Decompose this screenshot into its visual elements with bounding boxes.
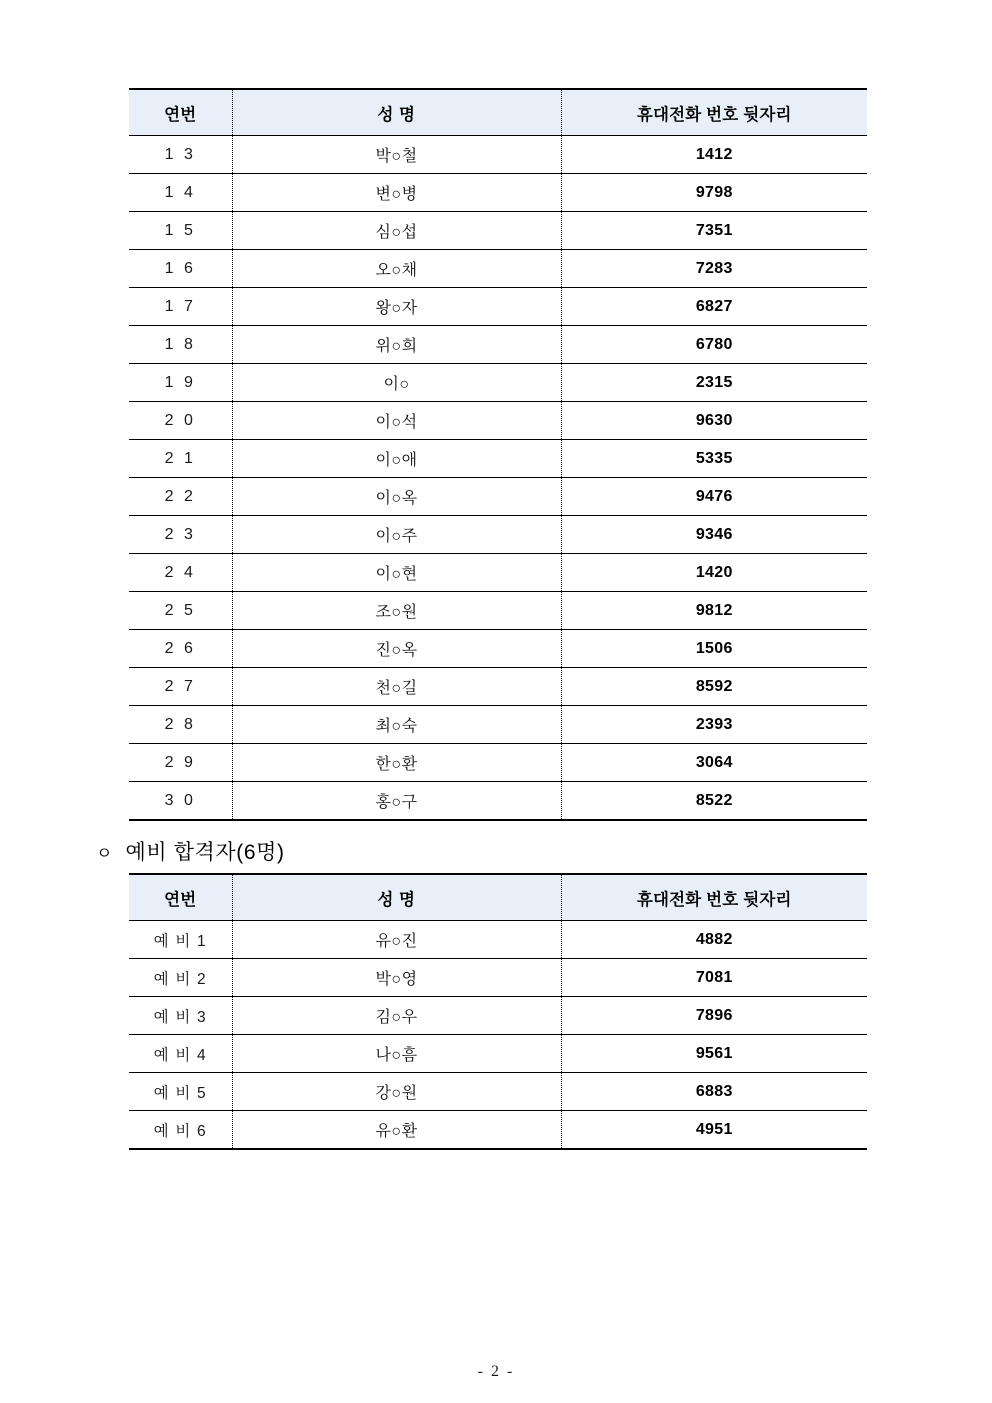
cell-name: 홍○구 [232, 782, 561, 821]
cell-serial: 1 6 [129, 250, 232, 288]
cell-phone-last-digits: 5335 [561, 440, 867, 478]
cell-name: 박○철 [232, 136, 561, 174]
cell-serial: 1 5 [129, 212, 232, 250]
cell-phone-last-digits: 3064 [561, 744, 867, 782]
cell-name: 오○채 [232, 250, 561, 288]
cell-phone-last-digits: 7081 [561, 959, 867, 997]
cell-name: 변○병 [232, 174, 561, 212]
cell-name: 한○환 [232, 744, 561, 782]
cell-phone-last-digits: 1420 [561, 554, 867, 592]
cell-name: 진○옥 [232, 630, 561, 668]
cell-phone-last-digits: 7283 [561, 250, 867, 288]
cell-serial: 2 7 [129, 668, 232, 706]
table-row [129, 592, 867, 630]
table-row [129, 668, 867, 706]
table-row [129, 782, 867, 821]
table-row [129, 706, 867, 744]
cell-serial: 1 9 [129, 364, 232, 402]
cell-serial: 1 3 [129, 136, 232, 174]
cell-name: 이○주 [232, 516, 561, 554]
table-row [129, 402, 867, 440]
cell-name: 이○ [232, 364, 561, 402]
table-row [129, 174, 867, 212]
column-header-name: 성 명 [232, 89, 561, 136]
table-row [129, 1035, 867, 1073]
cell-phone-last-digits: 9476 [561, 478, 867, 516]
table-row [129, 959, 867, 997]
column-header-phone: 휴대전화 번호 뒷자리 [561, 874, 867, 921]
page-number: - 2 - [477, 1363, 515, 1380]
cell-phone-last-digits: 7351 [561, 212, 867, 250]
table-header-row [129, 89, 867, 136]
cell-phone-last-digits: 7896 [561, 997, 867, 1035]
cell-serial: 2 3 [129, 516, 232, 554]
cell-serial: 예 비 6 [153, 1122, 207, 1140]
table-row [129, 136, 867, 174]
table-row [129, 554, 867, 592]
cell-name: 이○현 [232, 554, 561, 592]
table-body [129, 921, 867, 1150]
cell-name: 유○진 [232, 921, 561, 959]
cell-serial: 2 1 [129, 440, 232, 478]
table-row [129, 364, 867, 402]
cell-name: 이○옥 [232, 478, 561, 516]
column-header-name: 성 명 [232, 874, 561, 921]
table-row [129, 744, 867, 782]
cell-serial: 2 4 [129, 554, 232, 592]
table-row [129, 1073, 867, 1111]
cell-phone-last-digits: 9346 [561, 516, 867, 554]
table-body [129, 136, 867, 821]
cell-phone-last-digits: 2315 [561, 364, 867, 402]
column-header-phone: 휴대전화 번호 뒷자리 [561, 89, 867, 136]
cell-phone-last-digits: 2393 [561, 706, 867, 744]
cell-phone-last-digits: 1412 [561, 136, 867, 174]
cell-name: 최○숙 [232, 706, 561, 744]
cell-serial: 예 비 3 [129, 997, 232, 1035]
table-row [129, 440, 867, 478]
cell-phone-last-digits: 6827 [561, 288, 867, 326]
cell-name: 심○섭 [232, 212, 561, 250]
table-row [129, 516, 867, 554]
cell-name: 나○흠 [232, 1035, 561, 1073]
cell-serial: 1 7 [129, 288, 232, 326]
cell-serial: 1 4 [129, 174, 232, 212]
table-header [129, 874, 867, 921]
cell-serial: 예 비 2 [129, 959, 232, 997]
table-row [129, 921, 867, 959]
table-row [129, 250, 867, 288]
reserve-section-heading [96, 836, 285, 866]
cell-name: 강○원 [232, 1073, 561, 1111]
table-row [129, 326, 867, 364]
table-row [129, 997, 867, 1035]
column-header-serial: 연번 [129, 874, 232, 921]
cell-serial: 1 8 [129, 326, 232, 364]
table-row [129, 1111, 867, 1150]
circle-bullet-icon: ㅇ [96, 844, 113, 863]
cell-name: 이○석 [232, 402, 561, 440]
table-header-row [129, 874, 867, 921]
table-row [129, 288, 867, 326]
reserve-section-heading-label: 예비 합격자(6명) [125, 841, 285, 864]
table-row [129, 630, 867, 668]
cell-name: 조○원 [232, 592, 561, 630]
cell-name: 김○우 [232, 997, 561, 1035]
cell-serial: 2 5 [129, 592, 232, 630]
cell-serial: 3 0 [164, 791, 196, 809]
cell-serial: 2 9 [129, 744, 232, 782]
table-row [129, 212, 867, 250]
cell-phone-last-digits: 1506 [561, 630, 867, 668]
cell-serial: 2 0 [129, 402, 232, 440]
cell-serial: 예 비 5 [129, 1073, 232, 1111]
cell-serial: 예 비 4 [129, 1035, 232, 1073]
cell-serial: 2 6 [129, 630, 232, 668]
table-header [129, 89, 867, 136]
cell-phone-last-digits: 4882 [561, 921, 867, 959]
cell-phone-last-digits: 8592 [561, 668, 867, 706]
cell-serial: 예 비 1 [129, 921, 232, 959]
accepted-applicants-table [129, 88, 867, 821]
cell-serial: 2 2 [129, 478, 232, 516]
cell-name: 박○영 [232, 959, 561, 997]
cell-phone-last-digits: 9798 [561, 174, 867, 212]
cell-name: 이○애 [232, 440, 561, 478]
reserve-applicants-table [129, 873, 867, 1150]
cell-phone-last-digits: 6780 [561, 326, 867, 364]
cell-phone-last-digits: 9630 [561, 402, 867, 440]
column-header-serial: 연번 [129, 89, 232, 136]
cell-phone-last-digits: 9812 [561, 592, 867, 630]
cell-phone-last-digits: 8522 [695, 791, 733, 809]
cell-name: 위○희 [232, 326, 561, 364]
cell-name: 왕○자 [232, 288, 561, 326]
cell-serial: 2 8 [129, 706, 232, 744]
cell-name: 천○길 [232, 668, 561, 706]
cell-phone-last-digits: 6883 [561, 1073, 867, 1111]
cell-phone-last-digits: 4951 [695, 1120, 733, 1138]
cell-name: 유○환 [232, 1111, 561, 1150]
table-row [129, 478, 867, 516]
cell-phone-last-digits: 9561 [561, 1035, 867, 1073]
